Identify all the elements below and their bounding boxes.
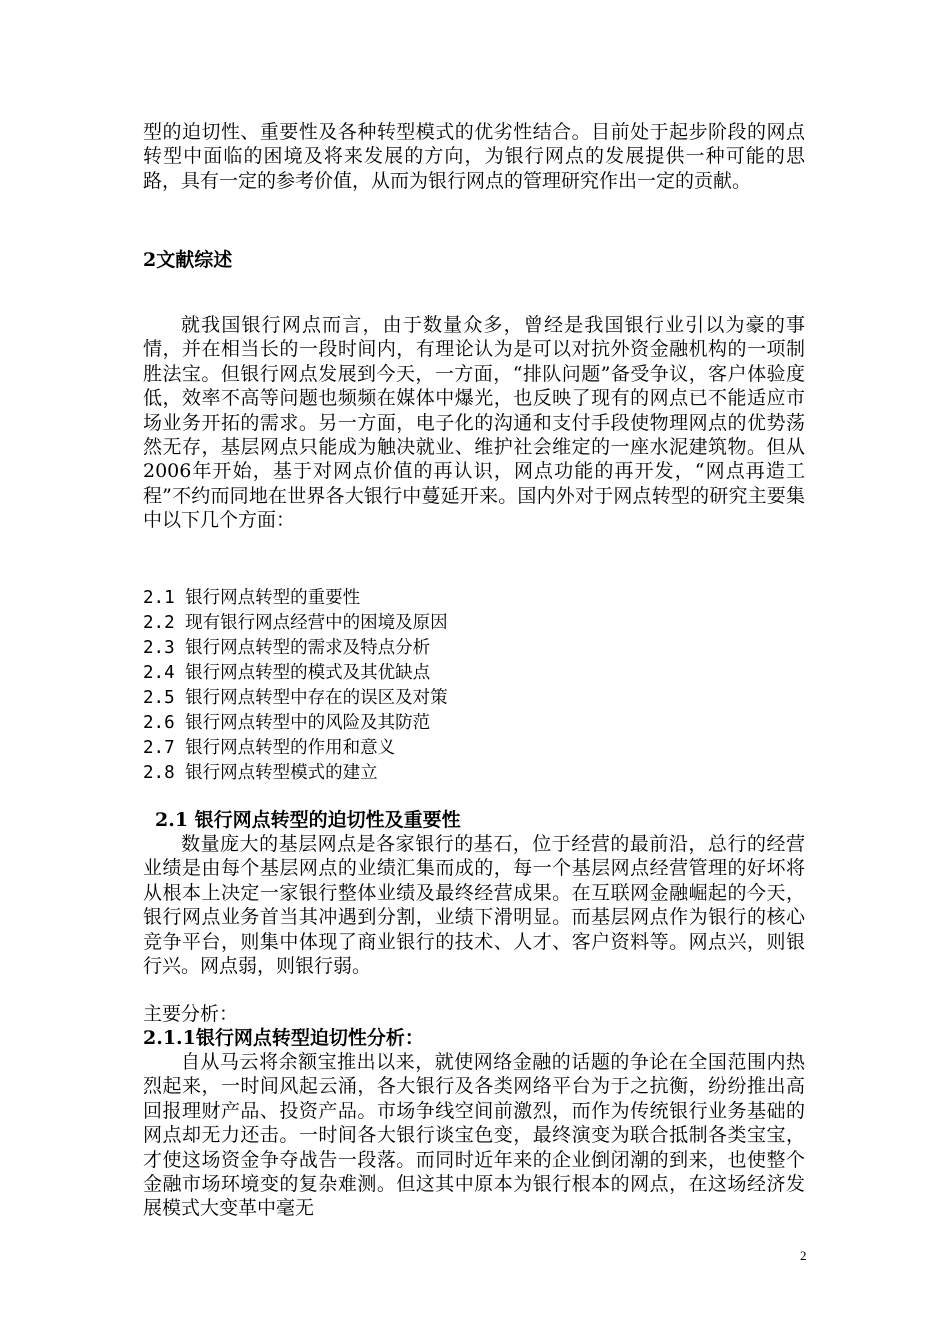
topic-list-item: 2.7 银行网点转型的作用和意义 xyxy=(143,738,396,758)
subsection-heading: 2.1 银行网点转型的迫切性及重要性 xyxy=(155,809,461,831)
page-number: 2 xyxy=(800,1248,807,1263)
final-paragraph: 自从马云将余额宝推出以来，就使网络金融的话题的争论在全国范围内热烈起来，一时间风起云涌，各大银行及各类网络平台为于之抗衡，纷纷推出高回报理财产品、投资产品。市场争线空间前激烈，而作为传统银行业务基础的网点却无力还击。一时间各大银行谈宝色变，最终演变为联合抵制各类宝宝，才使这场资金争夺战告一段落。而同时近年来的企业倒闭潮的到来，也使整个金融市场环境变的复杂难测。但这其中原本为银行根本的网点，在这场经济发展模式大变革中毫无 xyxy=(143,1051,805,1220)
intro-paragraph: 型的迫切性、重要性及各种转型模式的优劣性结合。目前处于起步阶段的网点转型中面临的困境及将来发展的方向，为银行网点的发展提供一种可能的思路，具有一定的参考价值，从而为银行网点的管理研究作出一定的贡献。 xyxy=(143,121,805,192)
analysis-label: 主要分析： xyxy=(143,1003,239,1025)
topic-list-item: 2.2 现有银行网点经营中的困境及原因 xyxy=(143,613,448,633)
topic-list-item: 2.8 银行网点转型模式的建立 xyxy=(143,763,378,783)
topic-list-item: 2.5 银行网点转型中存在的误区及对策 xyxy=(143,688,448,708)
subsection-paragraph: 数量庞大的基层网点是各家银行的基石，位于经营的最前沿，总行的经营业绩是由每个基层网点的业绩汇集而成的，每一个基层网点经营管理的好坏将从根本上决定一家银行整体业绩及最终经营成果。在互联网金融崛起的今天，银行网点业务首当其冲遇到分割，业绩下滑明显。而基层网点作为银行的核心竞争平台，则集中体现了商业银行的技术、人才、客户资料等。网点兴，则银行兴。网点弱，则银行弱。 xyxy=(143,833,805,978)
topic-list xyxy=(143,586,448,786)
subsubsection-heading: 2.1.1银行网点转型迫切性分析： xyxy=(143,1027,424,1049)
review-paragraph: 就我国银行网点而言，由于数量众多，曾经是我国银行业引以为豪的事情，并在相当长的一段时间内，有理论认为是可以对抗外资金融机构的一项制胜法宝。但银行网点发展到今天，一方面，“排队问题”备受争议，客户体验度低，效率不高等问题也频频在媒体中爆光，也反映了现有的网点已不能适应市场业务开拓的需求。另一方面，电子化的沟通和支付手段使物理网点的优势荡然无存，基层网点只能成为触决就业、维护社会维定的一座水泥建筑物。但从2006年开始，基于对网点价值的再认识，网点功能的再开发，“网点再造工程”不约而同地在世界各大银行中蔓延开来。国内外对于网点转型的研究主要集中以下几个方面： xyxy=(143,314,805,532)
topic-list-item: 2.6 银行网点转型中的风险及其防范 xyxy=(143,713,431,733)
topic-list-item: 2.3 银行网点转型的需求及特点分析 xyxy=(143,638,431,658)
topic-list-item: 2.4 银行网点转型的模式及其优缺点 xyxy=(143,663,431,683)
topic-list-item: 2.1 银行网点转型的重要性 xyxy=(143,588,361,608)
section-heading: 2文献综述 xyxy=(143,249,233,271)
